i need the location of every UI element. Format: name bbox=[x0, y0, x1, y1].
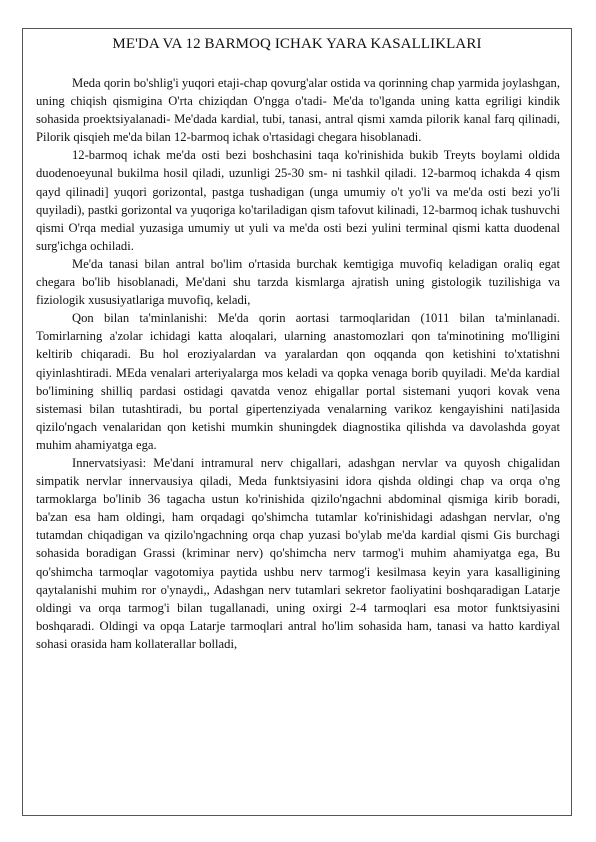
paragraph-blood-supply: Qon bilan ta'minlanishi: Me'da qorin aortasi tarmoqlaridan (1011 bilan ta'minlanadi. Tomirlarning a'zolar ichidagi katta aloqalari, ularning anastomozlari qon ta'minotining mo'lligini keltirib chiqaradi. Bu hol eroziyalardan va yaralardan qon oqqanda qon ketishini to'xtatishni qiyinlashtiradi. MEda venalari arteriyalarga mos keladi va qopka venaga borib quyiladi. Me'da kardial bo'limining shilliq pardasi ostidagi qavatda venoz ehigallar portal sistemani yuqori kovak vena sistemasi bilan tutashtiradi, bu portal gipertenziyada venalarning varikoz kengayishini nati]asida qizilo'ngach venalaridan qon ketishi mumkin shuningdek diagnostika qilishda va davolashda goyat muhim ahamiyatga ega. bbox=[36, 311, 560, 452]
paragraph-stomach-parts: Me'da tanasi bilan antral bo'lim o'rtasida burchak kemtigiga muvofiq keladigan oraliq egat chegara bo'lib hisoblanadi, Me'dani shu tarzda kismlarga ajratish uning gistologik tuzilishiga va fiziologik xususiyatlariga muvofiq, keladi, bbox=[36, 256, 560, 308]
document-title: ME'DA VA 12 BARMOQ ICHAK YARA KASALLIKLARI bbox=[112, 36, 482, 52]
paragraph-innervation: Innervatsiyasi: Me'dani intramural nerv chigallari, adashgan nervlar va quyosh chigalidan simpatik nervlar innervausiya qiladi, Meda funktsiyasini idora qishda oldingi chap va orqa o'ng tarmoklarga bo'linib 36 tagacha ustun ko'rinishida qizilo'ngachni abdominal qismiga kirib boradi, ba'zan esa ham oldingi, ham orqadagi qo'shimcha tutamlar ko'rinishidagi adashgan nervlar, o'ng tutamdan chiqadigan va qizilo'ngachning orqa chap yuzasi bo'ylab me'da kardial qismi Gis burchagi sohasida boradigan Grassi (kriminar nerv) qo'shimcha nerv tarmog'i muhim ahamiyatga ega, Bu qo'shimcha tarmoqlar vagotomiya paytida ushbu nerv tarmog'i kesilmasa keyin yara kasalligining qaytalanishi muhim ror o'ynaydi,, Adashgan nerv tutamlari sekretor faoliyatini boshqaradigan Latarje oldingi va orqa tarmog'i bilan tugallanadi, uning oxirgi 2-4 tarmoqlari esa motor funktsiyasini boshqaradi. Oldingi va opqa Latarje tarmoqlari antral ho'lim sohasida ham, tanasi va hatto kardiyal sohasi orasida ham kollaterallar bolladi, bbox=[36, 455, 560, 651]
paragraph-duodenum: 12-barmoq ichak me'da osti bezi boshchasini taqa ko'rinishida bukib Treyts boylami oldida duodenoeyunal bukilma hosil qiladi, uzunligi 25-30 sm- ni tashkil qiladi. 12-barmoq ichakda 4 qism qayd qilinadi] yuqori gorizontal, pastga tushadigan (unga umumiy o't yo'li va me'da osti bezi yo'li quyiladi), pastki gorizontal va yuqoriga ko'tariladigan qism tafovut kilinadi, 12-barmoq ichak tushuvchi qismi O'rqa medial yuzasiga umumiy ut yuli va me'da osti bezi yulini terminal qismi katta duodenal surg'ichga ochiladi. bbox=[36, 148, 560, 253]
paragraph-stomach-location: Meda qorin bo'shlig'i yuqori etaji-chap qovurg'alar ostida va qorinning chap yarmida joylashgan, uning chiqish qismigina O'rta chiziqdan O'ngga o'tadi- Me'da to'lganda uning katta egriligi kindik sohasida proektsiyalanadi- Me'dada kardial, tubi, tanasi, antral qismi xamda pilorik kanal farq qilinadi, Pilorik qisqieh me'da bilan 12-barmoq ichak o'rtasidagi chegara hisoblanadi. bbox=[36, 76, 560, 145]
document-body bbox=[36, 74, 560, 653]
